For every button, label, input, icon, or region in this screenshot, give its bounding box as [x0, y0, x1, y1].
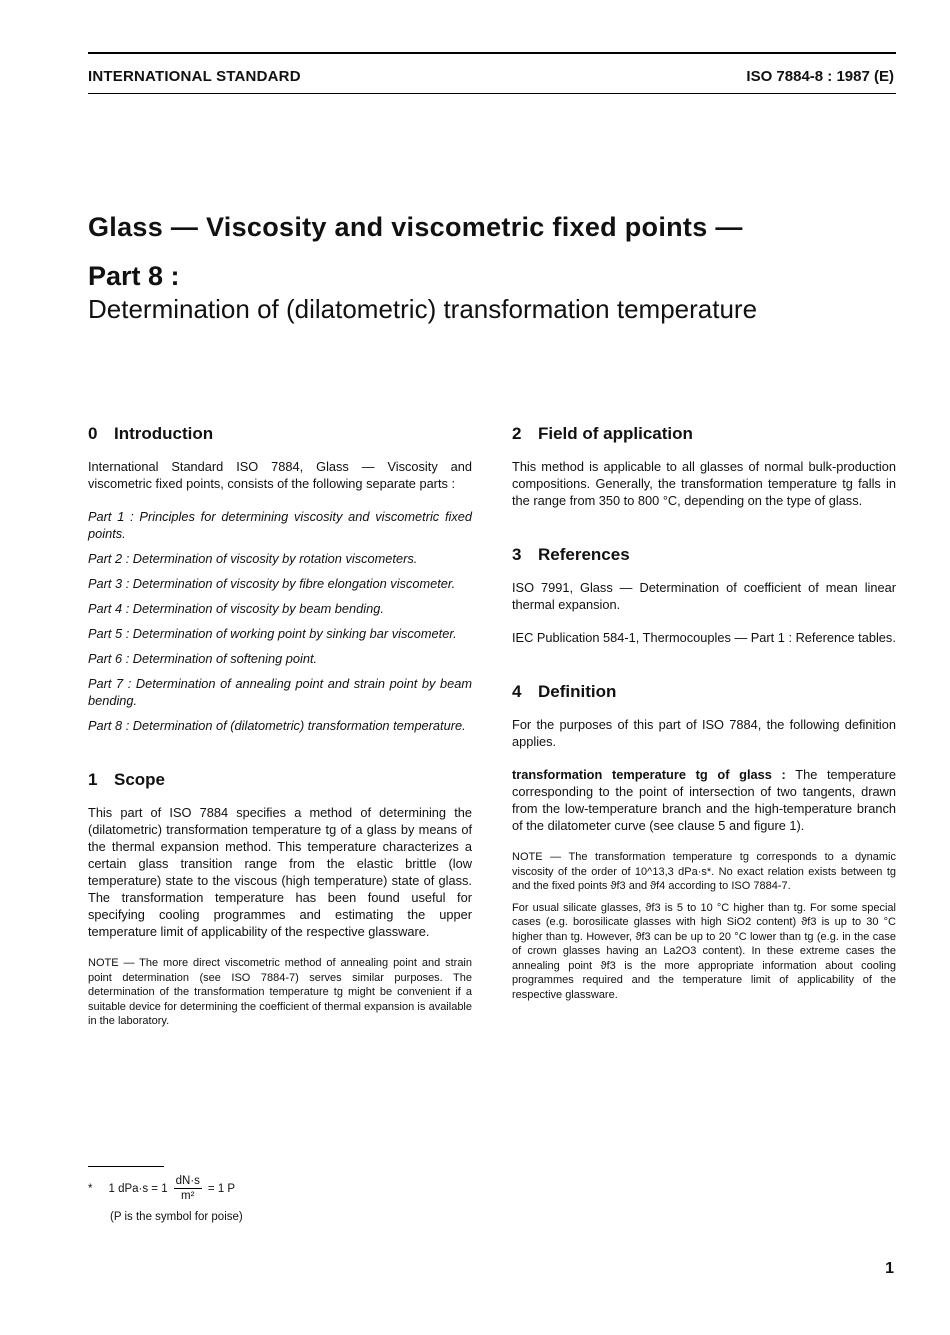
title-line-2: Part 8 : [88, 261, 180, 291]
footnote-rhs: = 1 P [207, 1182, 236, 1195]
definition-term: transformation temperature tg of glass : [512, 767, 786, 782]
left-column [88, 424, 472, 1036]
part-8: Part 8 : Determination of (dilatometric) transformation temperature. [88, 718, 466, 733]
field-heading: 2 Field of application [512, 424, 693, 443]
part-1: Part 1 : Principles for determining viscosity and viscometric fixed points. [88, 509, 472, 541]
part-5: Part 5 : Determination of working point by sinking bar viscometer. [88, 626, 457, 641]
footnote [88, 1174, 243, 1223]
footnote-rule [88, 1166, 164, 1167]
part-2: Part 2 : Determination of viscosity by rotation viscometers. [88, 551, 418, 566]
title-line-3: Determination of (dilatometric) transformation temperature [88, 294, 758, 324]
footnote-note: (P is the symbol for poise) [110, 1211, 243, 1223]
footnote-equation [88, 1174, 243, 1203]
header-divider [88, 93, 896, 94]
footnote-lhs: 1 dPa·s = 1 [108, 1182, 168, 1195]
intro-paragraph: International Standard ISO 7884, Glass — Viscosity and viscometric fixed points, consists of the following separate parts : [88, 459, 472, 491]
part-3: Part 3 : Determination of viscosity by fibre elongation viscometer. [88, 576, 456, 591]
page-number: 1 [885, 1260, 894, 1277]
header-right: ISO 7884-8 : 1987 (E) [746, 68, 894, 85]
field-paragraph: This method is applicable to all glasses of normal bulk-production compositions. Generally, the transformation temperature tg falls in the range from 350 to 800 °C, depending on the type of glass. [512, 459, 896, 508]
scope-note: NOTE — The more direct viscometric method of annealing point and strain point determination (see ISO 7884-7) serves similar purposes. The determination of the transformation temperature tg might be convenient if a suitable device for determining the coefficient of thermal expansion is available in the laboratory. [88, 957, 472, 1027]
part-7: Part 7 : Determination of annealing point and strain point by beam bending. [88, 676, 472, 708]
references-heading: 3 References [512, 545, 630, 564]
scope-paragraph: This part of ISO 7884 specifies a method of determining the (dilatometric) transformation temperature tg of a glass by means of the thermal expansion method. This temperature characterizes a certain glass transition range from the elastic brittle (low temperature) state to the viscous (high temperature) state of glass. The transformation temperature has been found useful for specifying cooling programmes and estimating the upper temperature limit of applicability of the respective glassware. [88, 805, 472, 939]
fraction-numerator: dN·s [175, 1175, 200, 1187]
part-6: Part 6 : Determination of softening point. [88, 651, 318, 666]
intro-heading: 0 Introduction [88, 424, 214, 443]
reference-2: IEC Publication 584-1, Thermocouples — Part 1 : Reference tables. [512, 630, 896, 645]
footnote-fraction [174, 1174, 202, 1203]
definition-heading: 4 Definition [512, 682, 617, 701]
title-line-1: Glass — Viscosity and viscometric fixed points — [88, 212, 743, 242]
definition-paragraph: For the purposes of this part of ISO 7884, the following definition applies. [512, 717, 896, 749]
fraction-denominator: m² [181, 1190, 195, 1202]
scope-heading: 1 Scope [88, 770, 166, 789]
definition-note-1: NOTE — The transformation temperature tg corresponds to a dynamic viscosity of the order of 10^13,3 dPa·s*. No exact relation exists between tg and the fixed points ϑf3 and ϑf4 according to ISO 7884-7. [512, 851, 896, 892]
header-left: INTERNATIONAL STANDARD [88, 68, 301, 85]
right-column [512, 424, 896, 1009]
definition-text: The temperature corresponding to the point of intersection of two tangents, drawn from the low-temperature branch and the high-temperature branch of the dilatometer curve (see clause 5 and figure 1). [512, 767, 896, 833]
part-4: Part 4 : Determination of viscosity by beam bending. [88, 601, 384, 616]
footnote-star: * [88, 1182, 93, 1195]
reference-1: ISO 7991, Glass — Determination of coefficient of mean linear thermal expansion. [512, 580, 896, 612]
header-rule [88, 52, 896, 54]
definition-note-2: For usual silicate glasses, ϑf3 is 5 to 10 °C higher than tg. For some special cases (e.g. borosilicate glasses with high SiO2 content) ϑf3 is up to 30 °C higher than tg. However, ϑf3 can be up to 20 °C lower than tg (e.g. in the case of crown glasses having an La2O3 content). In these extreme cases the annealing point ϑf3 is the more appropriate information about cooling programmes required and the temperature limit of applicability of the respective glassware. [512, 901, 896, 1001]
definition-term-paragraph [512, 766, 896, 834]
